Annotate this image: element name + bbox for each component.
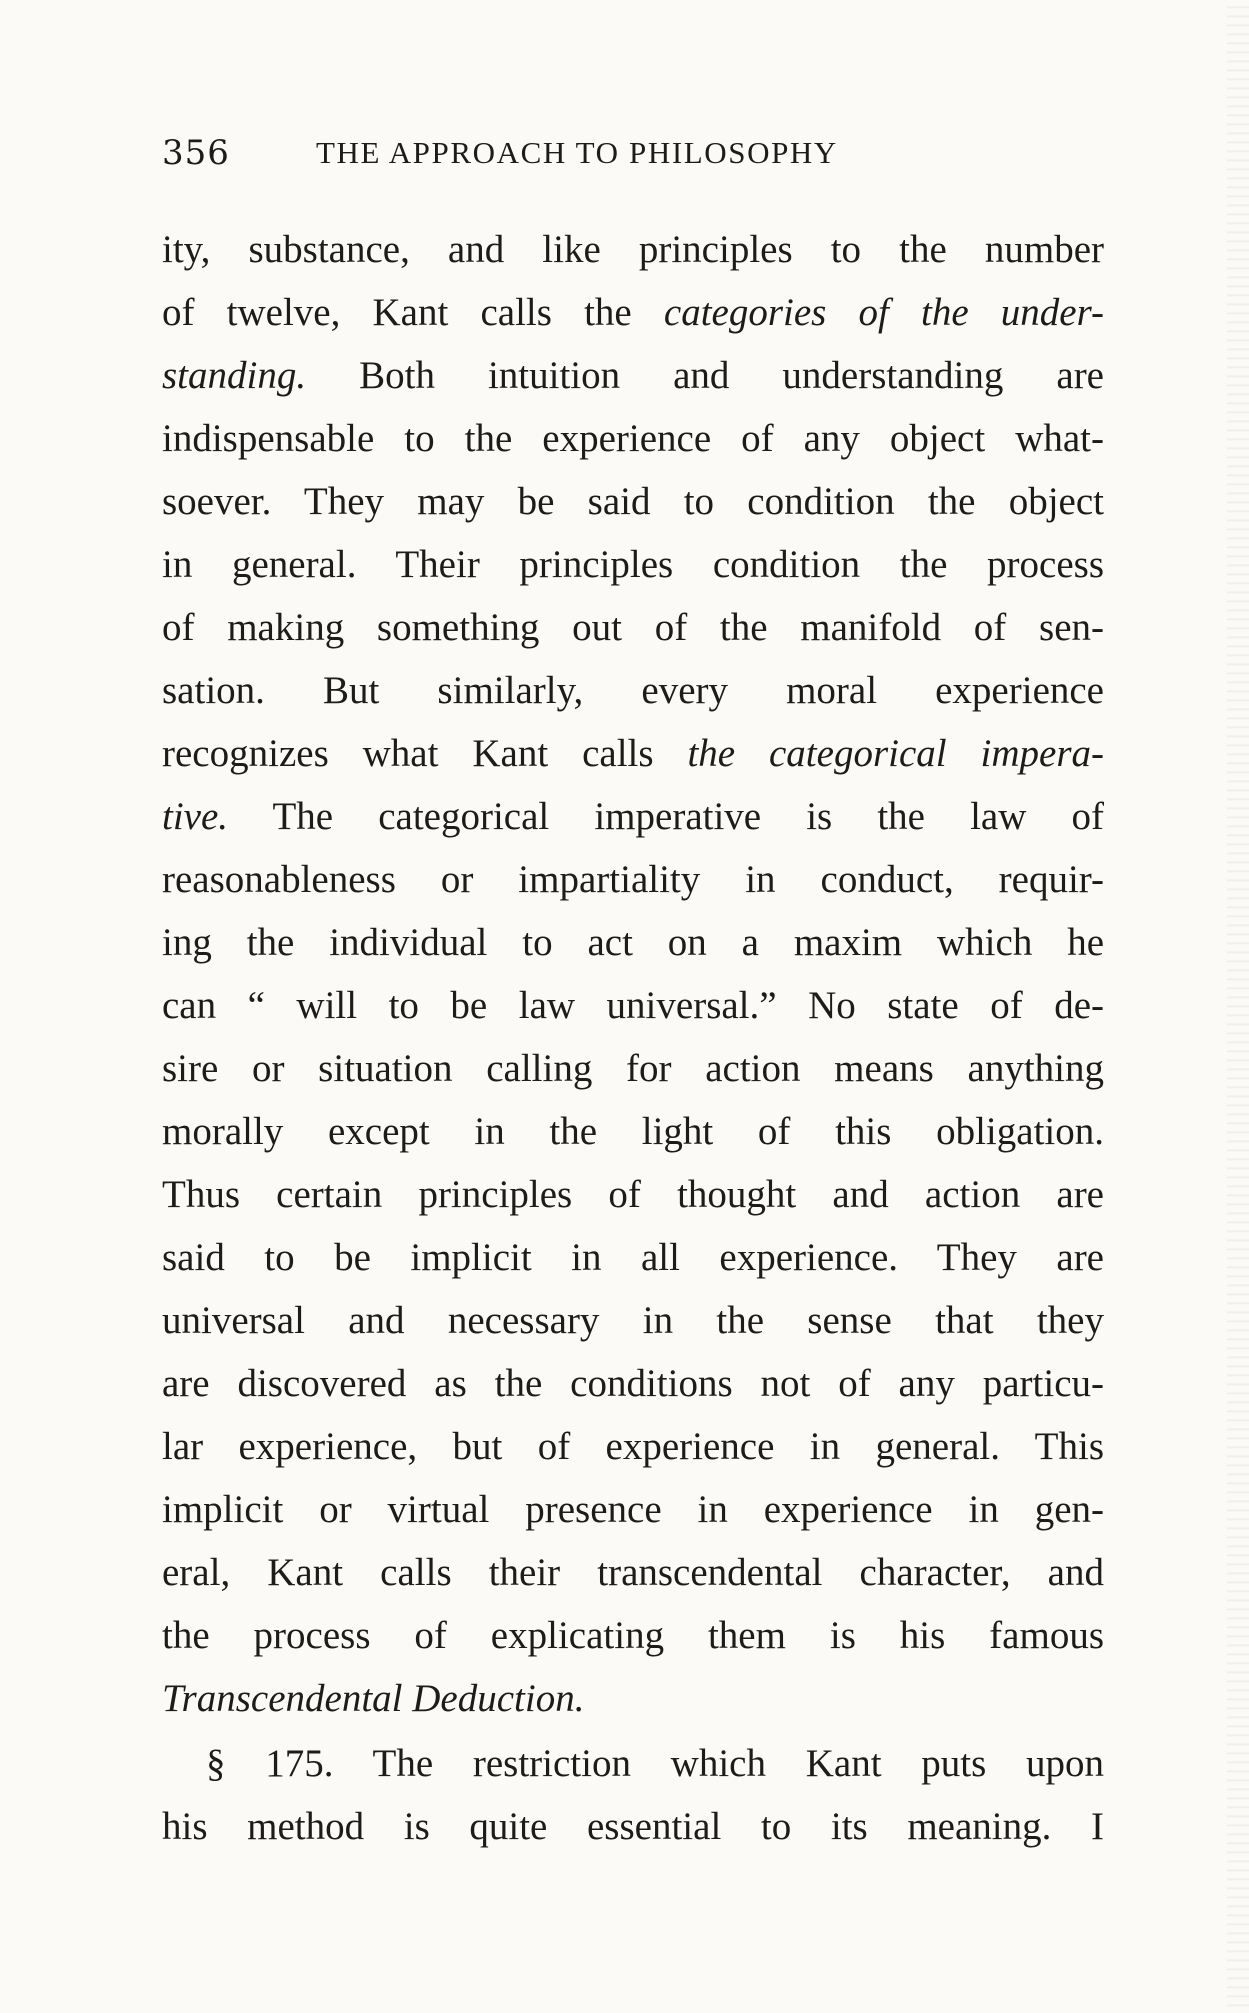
text-line: his method is quite essential to its meaning. I bbox=[162, 1805, 1104, 1848]
text-line: sation. But similarly, every moral experience bbox=[162, 669, 1104, 712]
text-line: universal and necessary in the sense that they bbox=[162, 1299, 1104, 1342]
text-line: tive. The categorical imperative is the law of bbox=[162, 795, 1104, 838]
page-header bbox=[162, 128, 1102, 178]
text-line: of twelve, Kant calls the categories of the under- bbox=[162, 291, 1104, 334]
text-line: the process of explicating them is his famous bbox=[162, 1614, 1104, 1657]
text-line: Thus certain principles of thought and action are bbox=[162, 1173, 1104, 1216]
text-line: of making something out of the manifold of sen- bbox=[162, 606, 1104, 649]
text-line: in general. Their principles condition the process bbox=[162, 543, 1104, 586]
text-line: morally except in the light of this obligation. bbox=[162, 1110, 1104, 1153]
text-line: sire or situation calling for action means anything bbox=[162, 1047, 1104, 1090]
text-line: soever. They may be said to condition the object bbox=[162, 480, 1104, 523]
text-line: eral, Kant calls their transcendental character, and bbox=[162, 1551, 1104, 1594]
text-line: are discovered as the conditions not of any particu- bbox=[162, 1362, 1104, 1405]
text-line: indispensable to the experience of any object what- bbox=[162, 417, 1104, 460]
text-line: ing the individual to act on a maxim which he bbox=[162, 921, 1104, 964]
text-line: can “ will to be law universal.” No state of de- bbox=[162, 984, 1104, 1027]
page-edge-texture bbox=[1227, 0, 1249, 2013]
text-line: implicit or virtual presence in experience in gen- bbox=[162, 1488, 1104, 1531]
page-number: 356 bbox=[162, 133, 230, 173]
text-line: standing. Both intuition and understanding are bbox=[162, 354, 1104, 397]
section-start-line: § 175. The restriction which Kant puts upon bbox=[206, 1742, 1104, 1785]
text-line: reasonableness or impartiality in conduct, requir- bbox=[162, 858, 1104, 901]
text-line: recognizes what Kant calls the categorical impera- bbox=[162, 732, 1104, 775]
text-line: ity, substance, and like principles to the number bbox=[162, 228, 1104, 271]
text-line: lar experience, but of experience in general. This bbox=[162, 1425, 1104, 1468]
text-line: Transcendental Deduction. bbox=[162, 1677, 585, 1720]
text-line: said to be implicit in all experience. They are bbox=[162, 1236, 1104, 1279]
body-text bbox=[162, 218, 1104, 1858]
running-head: THE APPROACH TO PHILOSOPHY bbox=[316, 135, 838, 170]
